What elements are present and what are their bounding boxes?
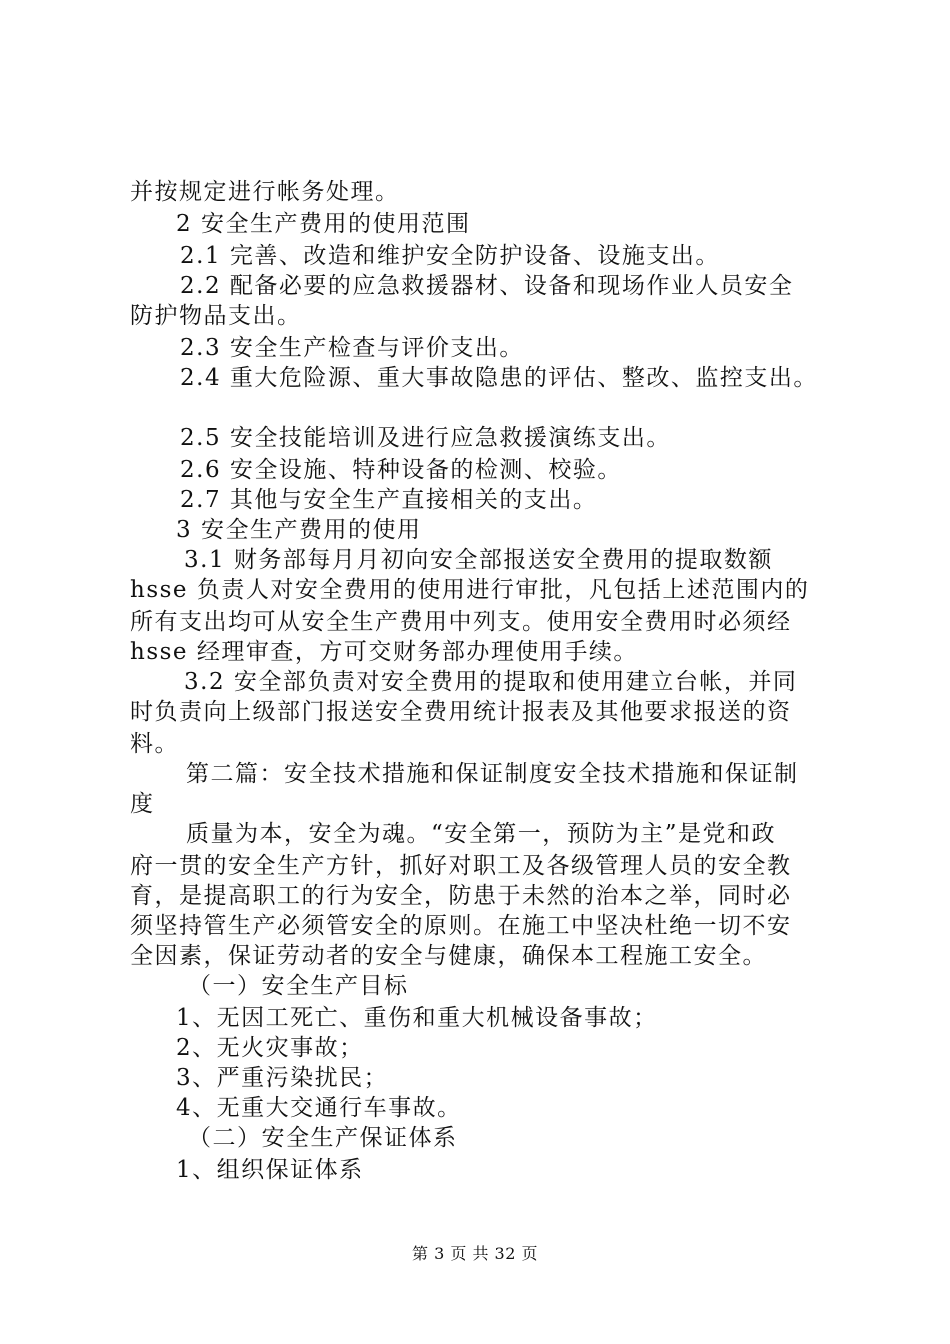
- text-line-2-4: 2.4 重大危险源、重大事故隐患的评估、整改、监控支出。: [180, 365, 818, 391]
- section-heading-2: 2 安全生产费用的使用范围: [176, 211, 471, 237]
- chapter-title-2: 第二篇：安全技术措施和保证制度安全技术措施和保证制: [186, 761, 799, 787]
- list-item-goal-1: 1、无因工死亡、重伤和重大机械设备事故；: [176, 1005, 658, 1031]
- subheading-safety-goals: （一）安全生产目标: [188, 973, 409, 999]
- section-heading-3: 3 安全生产费用的使用: [176, 517, 422, 543]
- text-line-3-2-cont-b: 料。: [130, 731, 179, 757]
- text-line-3-2-cont-a: 时负责向上级部门报送安全费用统计报表及其他要求报送的资: [130, 699, 792, 725]
- page-footer: 第 3 页 共 32 页: [412, 1244, 538, 1263]
- list-item-system-1: 1、组织保证体系: [176, 1157, 364, 1183]
- list-item-goal-4: 4、无重大交通行车事故。: [176, 1095, 462, 1121]
- text-line-2-3: 2.3 安全生产检查与评价支出。: [180, 335, 524, 361]
- text-line-3-2: 3.2 安全部负责对安全费用的提取和使用建立台帐，并同: [184, 669, 798, 695]
- text-line-2-2-cont: 防护物品支出。: [130, 303, 302, 329]
- text-line-2-2: 2.2 配备必要的应急救援器材、设备和现场作业人员安全: [180, 273, 794, 299]
- text-line-3-1: 3.1 财务部每月月初向安全部报送安全费用的提取数额: [184, 547, 773, 573]
- text-line-1: 并按规定进行帐务处理。: [130, 179, 400, 205]
- paragraph-line-5: 全因素，保证劳动者的安全与健康，确保本工程施工安全。: [130, 943, 767, 969]
- list-item-goal-2: 2、无火灾事故；: [176, 1035, 364, 1061]
- paragraph-line-3: 育，是提高职工的行为安全，防患于未然的治本之举，同时必: [130, 883, 792, 909]
- paragraph-line-2: 府一贯的安全生产方针，抓好对职工及各级管理人员的安全教: [130, 853, 792, 879]
- text-line-2-1: 2.1 完善、改造和维护安全防护设备、设施支出。: [180, 243, 720, 269]
- text-line-2-7: 2.7 其他与安全生产直接相关的支出。: [180, 487, 598, 513]
- list-item-goal-3: 3、严重污染扰民；: [176, 1065, 389, 1091]
- text-line-3-1-cont-b: 所有支出均可从安全生产费用中列支。使用安全费用时必须经: [130, 609, 792, 635]
- paragraph-line-4: 须坚持管生产必须管安全的原则。在施工中坚决杜绝一切不安: [130, 913, 792, 939]
- text-line-2-6: 2.6 安全设施、特种设备的检测、校验。: [180, 457, 622, 483]
- paragraph-line-1: 质量为本，安全为魂。“安全第一，预防为主”是党和政: [186, 821, 777, 847]
- subheading-safety-system: （二）安全生产保证体系: [188, 1125, 458, 1151]
- text-line-3-1-cont-c: hsse 经理审查，方可交财务部办理使用手续。: [130, 639, 638, 665]
- text-line-3-1-cont-a: hsse 负责人对安全费用的使用进行审批，凡包括上述范围内的: [130, 577, 810, 603]
- text-line-2-5: 2.5 安全技能培训及进行应急救援演练支出。: [180, 425, 671, 451]
- chapter-title-2-cont: 度: [130, 791, 155, 817]
